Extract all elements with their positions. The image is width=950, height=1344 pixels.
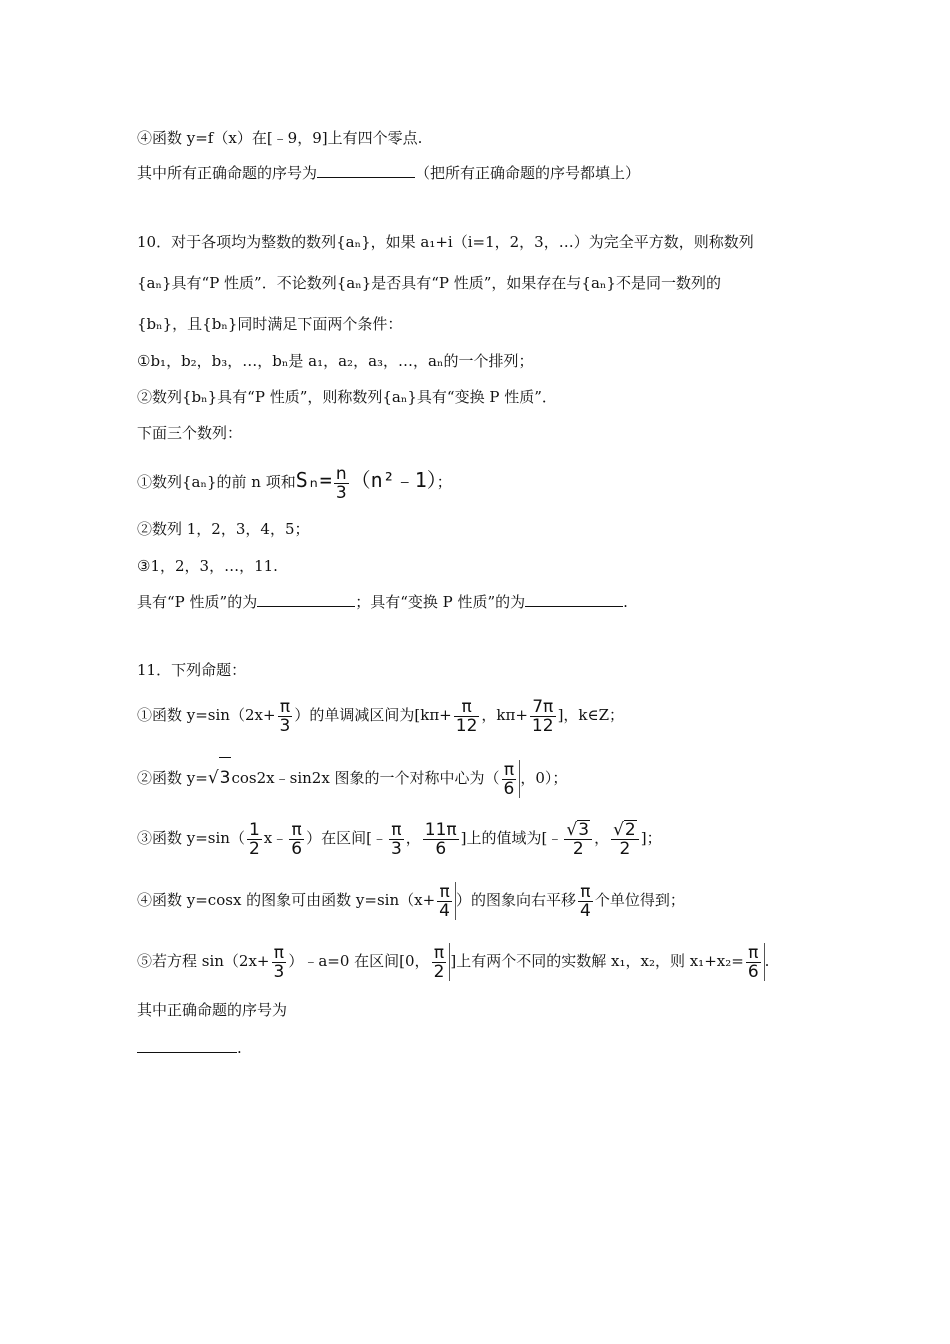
p5-f1-num: π bbox=[273, 942, 285, 963]
p5-f3-num: π bbox=[748, 942, 759, 963]
p5-text-b: ）﹣a=0 在区间[0， bbox=[288, 952, 430, 970]
p4-fraction-1 bbox=[437, 883, 452, 920]
q9-question bbox=[137, 163, 640, 183]
p5-f3-den: 6 bbox=[747, 961, 759, 982]
q10-condition-1: ①b₁，b₂，b₃，…，bₙ是 a₁，a₂，a₃，…，aₙ的一个排列； bbox=[137, 352, 534, 370]
p1-f1-den: 3 bbox=[279, 715, 291, 736]
p4-f1-num: π bbox=[439, 881, 450, 902]
seq1-text: ①数列{aₙ}的前 n 项和 bbox=[137, 473, 296, 491]
q11-end: . bbox=[237, 1039, 242, 1057]
p3-fraction-1 bbox=[247, 821, 262, 858]
p2-f-den: 6 bbox=[503, 778, 515, 799]
p3-f5-radicand: 3 bbox=[578, 820, 590, 840]
seq1-paren: （n²﹣1） bbox=[350, 468, 437, 492]
p3-fraction-4 bbox=[423, 821, 459, 858]
p3-text-e: ]上的值域为[﹣ bbox=[460, 829, 563, 847]
p1-text-a: ①函数 y=sin（2x+ bbox=[137, 706, 276, 724]
p3-f1-num: 1 bbox=[248, 819, 260, 840]
p2-text-b: cos2x﹣sin2x 图象的一个对称中心为（ bbox=[231, 769, 500, 787]
p3-f2-num: π bbox=[291, 819, 302, 840]
q11-proposition-4 bbox=[137, 880, 685, 920]
p3-fraction-2 bbox=[289, 821, 304, 858]
p4-f2-num: π bbox=[580, 881, 591, 902]
q10-sequence-2: ②数列 1，2，3，4，5； bbox=[137, 520, 310, 538]
q10-line3: {bₙ}，且{bₙ}同时满足下面两个条件： bbox=[137, 315, 403, 333]
p1-fraction-3 bbox=[530, 698, 556, 735]
q10-question bbox=[137, 592, 628, 612]
sqrt-symbol: √ bbox=[613, 820, 624, 840]
p1-f2-num: π bbox=[461, 696, 472, 717]
p4-text-a: ④函数 y=cosx 的图象可由函数 y=sin（x+ bbox=[137, 891, 436, 909]
p4-text-c: 个单位得到； bbox=[594, 891, 685, 909]
p3-text-f: ， bbox=[594, 829, 610, 847]
p2-f-num: π bbox=[503, 759, 515, 780]
p4-f2-den: 4 bbox=[580, 900, 591, 921]
p5-fraction-1 bbox=[272, 944, 287, 981]
p3-f3-den: 3 bbox=[390, 838, 402, 859]
q10-line1: 10．对于各项均为整数的数列{aₙ}，如果 a₁+i（i=1，2，3，…）为完全平方数，则称数列 bbox=[137, 233, 754, 251]
p3-fraction-3 bbox=[389, 821, 404, 858]
p5-f2-den: 2 bbox=[433, 961, 445, 982]
p3-fraction-6 bbox=[611, 820, 639, 858]
p5-f2-num: π bbox=[433, 942, 445, 963]
p1-fraction-1 bbox=[278, 698, 293, 735]
p5-fraction-3 bbox=[746, 944, 761, 981]
q9-ask-post: （把所有正确命题的序号都填上） bbox=[415, 164, 641, 182]
q11-answer-line bbox=[137, 1038, 242, 1058]
answer-blank[interactable] bbox=[317, 163, 415, 178]
answer-blank[interactable] bbox=[137, 1038, 237, 1053]
answer-blank[interactable] bbox=[257, 592, 355, 607]
p4-text-b: ）的图象向右平移 bbox=[456, 891, 577, 909]
p3-f5-den: 2 bbox=[564, 839, 592, 858]
answer-blank[interactable] bbox=[525, 592, 623, 607]
q11-proposition-1 bbox=[137, 695, 624, 735]
q10-ask-a: 具有“P 性质”的为 bbox=[137, 593, 258, 611]
p5-f1-den: 3 bbox=[273, 961, 285, 982]
p3-f6-num bbox=[611, 820, 639, 839]
p2-text-c: ，0）； bbox=[520, 769, 568, 787]
q10-condition-2: ②数列{bₙ}具有“P 性质”，则称数列{aₙ}具有“变换 P 性质”． bbox=[137, 388, 557, 406]
p3-text-g: ]； bbox=[640, 829, 662, 847]
p3-text-a: ③函数 y=sin（ bbox=[137, 829, 245, 847]
seq1-numerator: n bbox=[335, 463, 347, 484]
p1-fraction-2 bbox=[454, 698, 480, 735]
p3-f6-radicand: 2 bbox=[624, 820, 636, 840]
p3-text-b: x﹣ bbox=[263, 829, 288, 847]
p4-f1-den: 4 bbox=[439, 900, 450, 921]
q10-sequence-3: ③1，2，3，…，11. bbox=[137, 557, 278, 575]
p3-f4-num: 11π bbox=[424, 819, 457, 840]
p3-f4-den: 6 bbox=[423, 839, 459, 858]
p5-fraction-2 bbox=[432, 944, 447, 981]
p1-text-c: ，kπ+ bbox=[481, 706, 528, 724]
p2-text-a: ②函数 y= bbox=[137, 769, 208, 787]
q10-ask-c: . bbox=[623, 593, 628, 611]
p1-f3-den: 12 bbox=[531, 715, 554, 736]
p3-text-d: ， bbox=[405, 829, 421, 847]
p3-f1-den: 2 bbox=[248, 838, 260, 859]
p1-f3-num: 7π bbox=[532, 696, 554, 717]
q10-intro: 下面三个数列： bbox=[137, 424, 243, 442]
q11-proposition-2 bbox=[137, 757, 567, 798]
sqrt-symbol: √ bbox=[207, 768, 219, 788]
q9-item4: ④函数 y=f（x）在[﹣9，9]上有四个零点. bbox=[137, 129, 423, 147]
p1-f2-den: 12 bbox=[455, 715, 478, 736]
seq1-sum-symbol: Sₙ= bbox=[295, 468, 332, 492]
q11-proposition-3 bbox=[137, 818, 662, 858]
p3-f6-den: 2 bbox=[611, 839, 639, 858]
p3-fraction-5 bbox=[564, 820, 592, 858]
p1-text-b: ）的单调减区间为[kπ+ bbox=[294, 706, 452, 724]
p3-f2-den: 6 bbox=[291, 838, 303, 859]
q10-ask-b: ；具有“变换 P 性质”的为 bbox=[355, 593, 526, 611]
seq1-fraction bbox=[334, 465, 349, 502]
q11-proposition-5 bbox=[137, 941, 769, 981]
p3-f5-num bbox=[564, 820, 592, 839]
p1-f1-num: π bbox=[279, 696, 291, 717]
p1-text-d: ]，k∈Z； bbox=[557, 706, 625, 724]
q10-line2: {aₙ}具有“P 性质”．不论数列{aₙ}是否具有“P 性质”，如果存在与{aₙ}不是同一数列的 bbox=[137, 274, 721, 292]
p5-text-d: . bbox=[764, 952, 770, 970]
q9-ask-pre: 其中所有正确命题的序号为 bbox=[137, 164, 318, 182]
p3-f3-num: π bbox=[391, 819, 402, 840]
seq1-end: ； bbox=[436, 473, 452, 491]
p3-text-c: ）在区间[﹣ bbox=[306, 829, 387, 847]
q11-title: 11．下列命题： bbox=[137, 661, 247, 679]
p5-text-a: ⑤若方程 sin（2x+ bbox=[137, 952, 270, 970]
p2-radicand: 3 bbox=[219, 757, 232, 798]
p2-fraction bbox=[502, 761, 517, 798]
seq1-denominator: 3 bbox=[335, 482, 347, 503]
sqrt-symbol: √ bbox=[566, 820, 578, 840]
p5-text-c: ]上有两个不同的实数解 x₁，x₂，则 x₁+x₂= bbox=[450, 952, 744, 970]
q11-ask: 其中正确命题的序号为 bbox=[137, 1001, 288, 1019]
q10-sequence-1 bbox=[137, 462, 452, 502]
p4-fraction-2 bbox=[578, 883, 593, 920]
